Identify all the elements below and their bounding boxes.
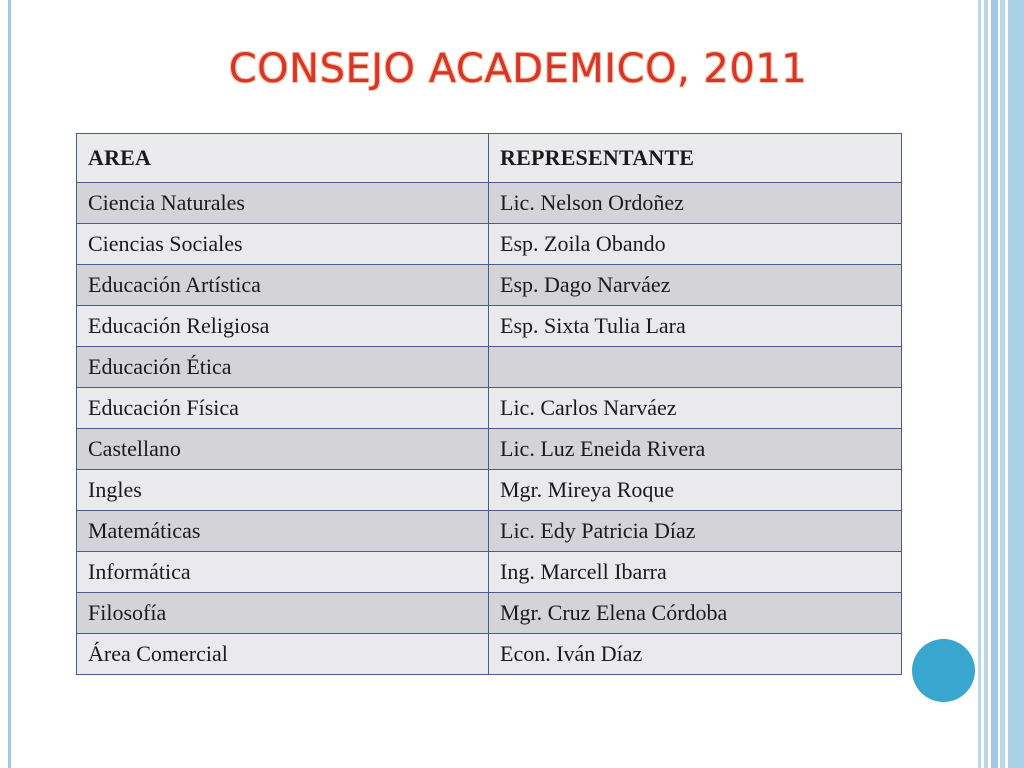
table-row bbox=[77, 183, 902, 224]
table-row bbox=[77, 224, 902, 265]
representative-cell bbox=[489, 347, 902, 388]
representative-cell: Mgr. Mireya Roque bbox=[489, 470, 902, 511]
representative-cell: Mgr. Cruz Elena Córdoba bbox=[489, 593, 902, 634]
representative-cell: Econ. Iván Díaz bbox=[489, 634, 902, 675]
slide-title: CONSEJO ACADEMICO, 2011 bbox=[228, 46, 808, 92]
table-row bbox=[77, 511, 902, 552]
right-decorative-stripes bbox=[978, 0, 1024, 768]
table-row bbox=[77, 429, 902, 470]
table-row bbox=[77, 634, 902, 675]
decorative-stripe bbox=[1000, 0, 1005, 768]
table-row bbox=[77, 388, 902, 429]
decorative-stripe bbox=[978, 0, 981, 768]
table-row bbox=[77, 347, 902, 388]
area-cell: Educación Artística bbox=[77, 265, 489, 306]
table-row bbox=[77, 265, 902, 306]
representative-cell: Esp. Sixta Tulia Lara bbox=[489, 306, 902, 347]
left-decorative-line bbox=[8, 0, 11, 768]
representative-cell: Esp. Dago Narváez bbox=[489, 265, 902, 306]
table-row bbox=[77, 593, 902, 634]
representative-cell: Lic. Edy Patricia Díaz bbox=[489, 511, 902, 552]
area-cell: Ciencia Naturales bbox=[77, 183, 489, 224]
representative-cell: Lic. Luz Eneida Rivera bbox=[489, 429, 902, 470]
decorative-stripe bbox=[1008, 0, 1024, 768]
area-cell: Ciencias Sociales bbox=[77, 224, 489, 265]
area-cell: Ingles bbox=[77, 470, 489, 511]
column-header-area: AREA bbox=[77, 134, 489, 183]
column-header-representative: REPRESENTANTE bbox=[489, 134, 902, 183]
area-cell: Informática bbox=[77, 552, 489, 593]
area-cell: Matemáticas bbox=[77, 511, 489, 552]
table-row bbox=[77, 552, 902, 593]
area-cell: Educación Ética bbox=[77, 347, 489, 388]
representative-cell: Lic. Nelson Ordoñez bbox=[489, 183, 902, 224]
area-cell: Filosofía bbox=[77, 593, 489, 634]
representative-cell: Ing. Marcell Ibarra bbox=[489, 552, 902, 593]
table-row bbox=[77, 470, 902, 511]
area-cell: Castellano bbox=[77, 429, 489, 470]
table-header-row bbox=[77, 134, 902, 183]
representative-cell: Esp. Zoila Obando bbox=[489, 224, 902, 265]
representative-cell: Lic. Carlos Narváez bbox=[489, 388, 902, 429]
council-table bbox=[76, 133, 902, 675]
decorative-stripe bbox=[991, 0, 998, 768]
area-cell: Educación Física bbox=[77, 388, 489, 429]
table-row bbox=[77, 306, 902, 347]
area-cell: Educación Religiosa bbox=[77, 306, 489, 347]
decorative-circle bbox=[912, 639, 975, 702]
decorative-stripe bbox=[984, 0, 988, 768]
area-cell: Área Comercial bbox=[77, 634, 489, 675]
